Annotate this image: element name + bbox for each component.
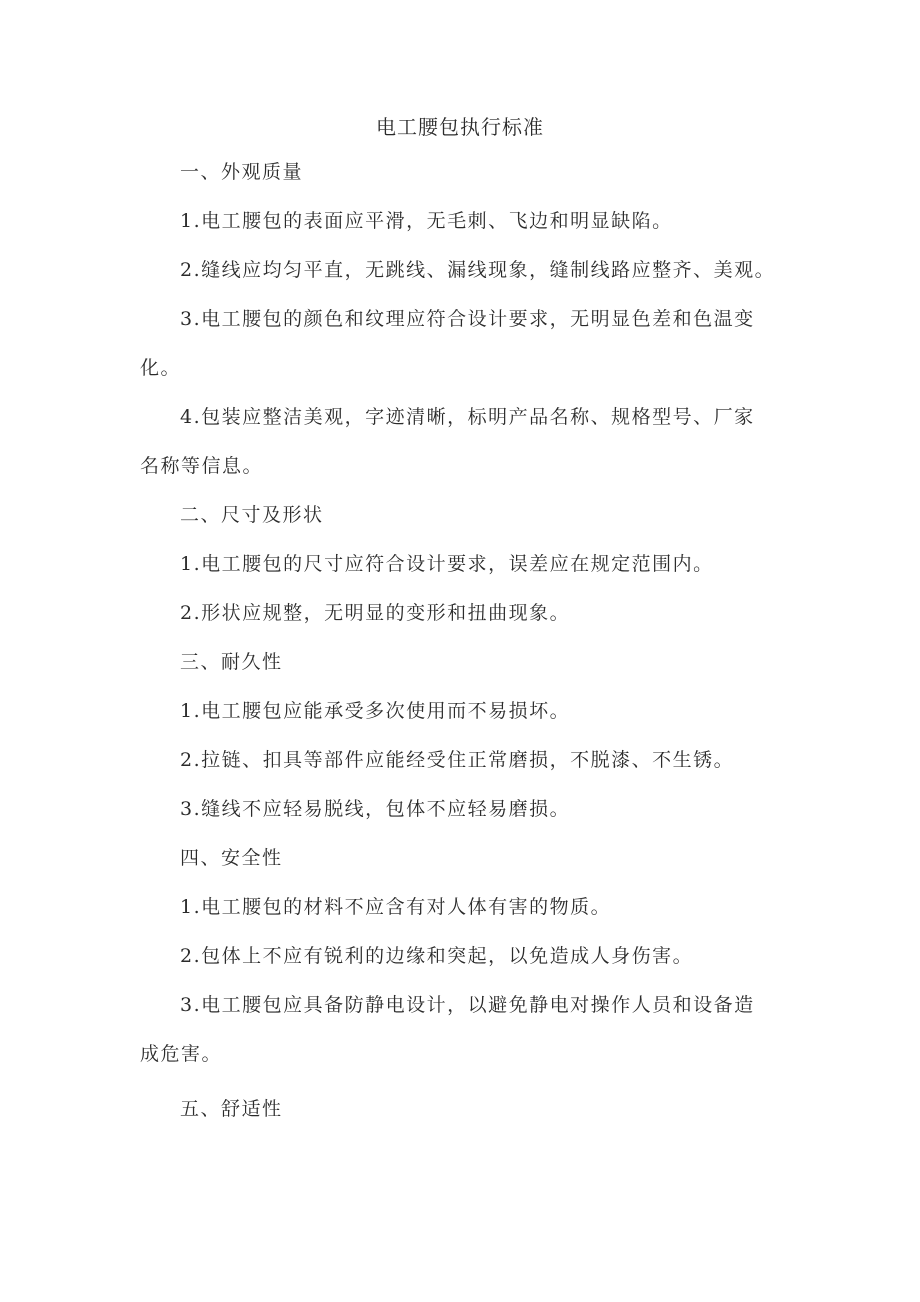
paragraph-line: 1.电工腰包的表面应平滑，无毛刺、飞边和明显缺陷。 (180, 210, 673, 232)
paragraph-line-continuation: 名称等信息。 (140, 455, 264, 477)
paragraph-line: 2.缝线应均匀平直，无跳线、漏线现象，缝制线路应整齐、美观。 (180, 259, 776, 281)
paragraph-line-continuation: 成危害。 (140, 1043, 223, 1065)
paragraph-line: 1.电工腰包应能承受多次使用而不易损坏。 (180, 700, 571, 722)
paragraph-line: 2.拉链、扣具等部件应能经受住正常磨损，不脱漆、不生锈。 (180, 749, 735, 771)
section-heading-comfort: 五、舒适性 (180, 1098, 283, 1120)
paragraph-line: 2.包体上不应有锐利的边缘和突起，以免造成人身伤害。 (180, 945, 694, 967)
paragraph-line-continuation: 化。 (140, 357, 182, 379)
paragraph-line: 1.电工腰包的材料不应含有对人体有害的物质。 (180, 896, 612, 918)
paragraph-line: 3.电工腰包应具备防静电设计，以避免静电对操作人员和设备造 (180, 994, 755, 1016)
paragraph-line: 4.包装应整洁美观，字迹清晰，标明产品名称、规格型号、厂家 (180, 406, 755, 428)
paragraph-line: 1.电工腰包的尺寸应符合设计要求，误差应在规定范围内。 (180, 553, 714, 575)
section-heading-size-shape: 二、尺寸及形状 (180, 504, 324, 526)
paragraph-line: 3.电工腰包的颜色和纹理应符合设计要求，无明显色差和色温变 (180, 308, 755, 330)
document-title: 电工腰包执行标准 (376, 115, 544, 139)
section-heading-durability: 三、耐久性 (180, 651, 283, 673)
paragraph-line: 2.形状应规整，无明显的变形和扭曲现象。 (180, 602, 571, 624)
paragraph-line: 3.缝线不应轻易脱线，包体不应轻易磨损。 (180, 798, 571, 820)
section-heading-safety: 四、安全性 (180, 847, 283, 869)
section-heading-appearance: 一、外观质量 (180, 161, 304, 183)
